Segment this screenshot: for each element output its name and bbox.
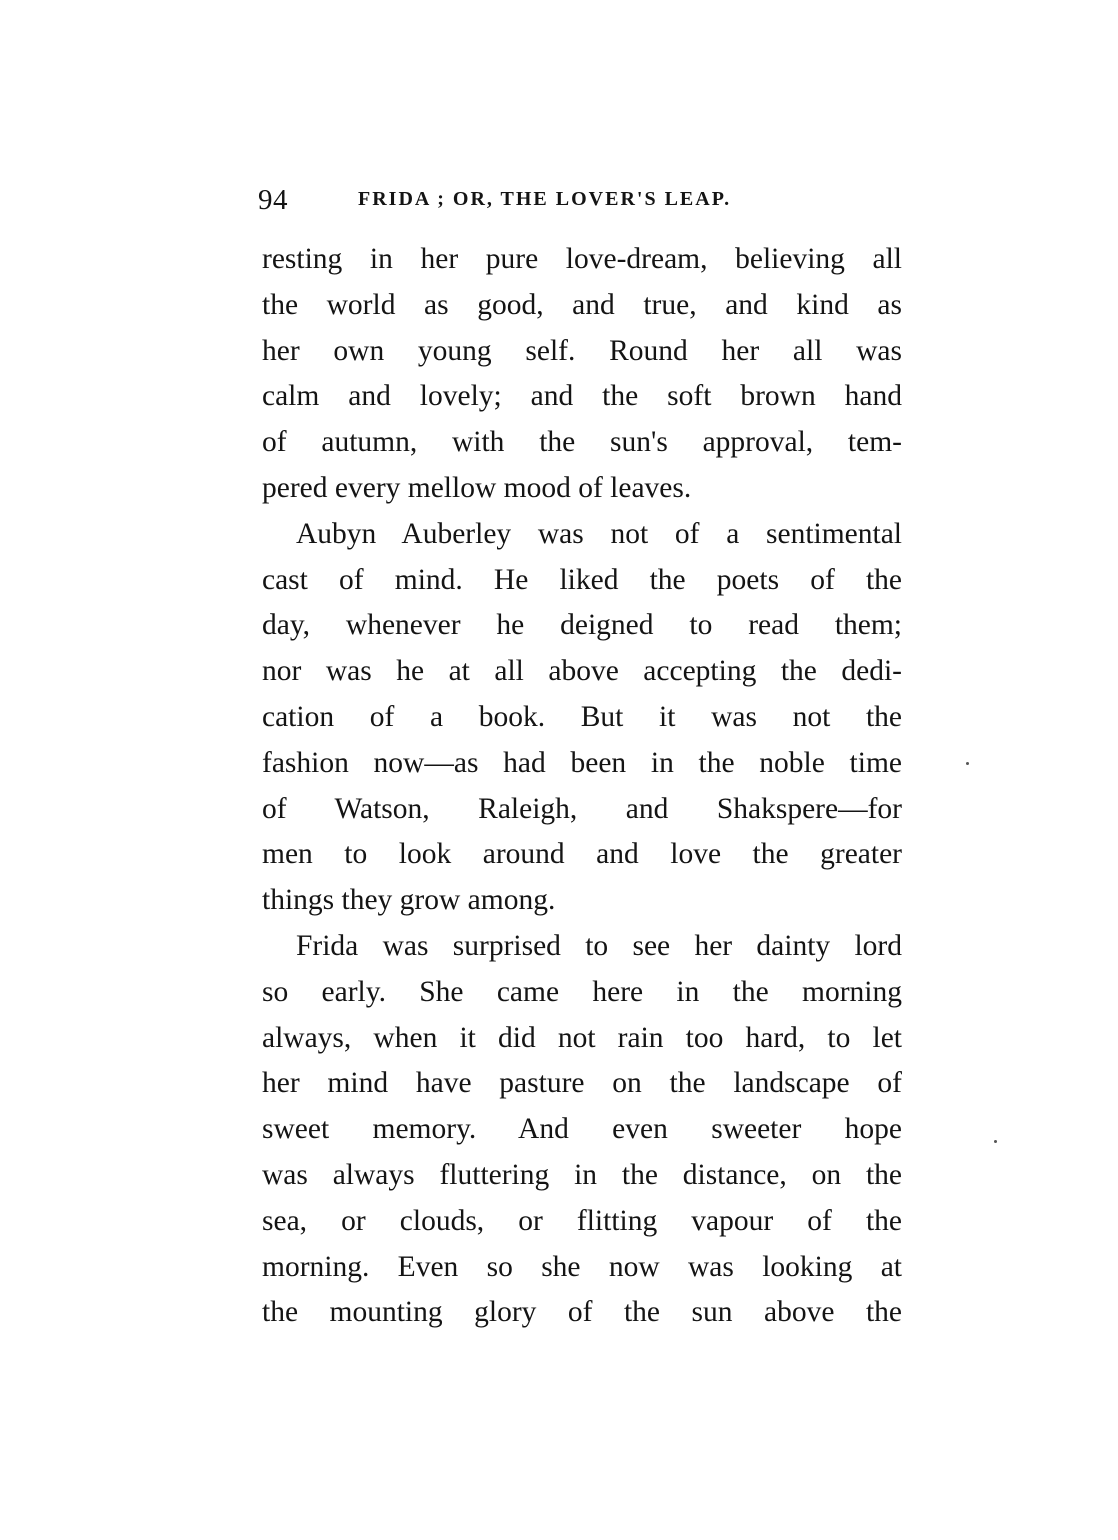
text-line: calm and lovely; and the soft brown hand [262,380,902,413]
text-line: pered every mellow mood of leaves. [262,471,692,504]
paragraph-2 [262,512,902,924]
text-line: things they grow among. [262,884,556,917]
text-line: cation of a book. But it was not the [262,700,902,733]
text-line: was always fluttering in the distance, on the [262,1158,902,1191]
text-line: sweet memory. And even sweeter hope [262,1113,902,1146]
text-line: morning. Even so she now was looking at [262,1250,902,1283]
text-line: the world as good, and true, and kind as [262,288,902,321]
text-line: so early. She came here in the morning [262,975,902,1008]
running-title: FRIDA ; OR, THE LOVER'S LEAP. [358,188,732,210]
text-line: Aubyn Auberley was not of a sentimental [296,517,902,550]
text-line: resting in her pure love-dream, believing all [262,243,902,275]
page-header [258,182,908,222]
text-line: always, when it did not rain too hard, to let [262,1021,902,1054]
text-line: the mounting glory of the sun above the [262,1296,902,1329]
scan-speck [994,1140,997,1143]
text-line: of Watson, Raleigh, and Shakspere—for [262,792,902,825]
text-line: fashion now—as had been in the noble time [262,746,902,779]
body-text [262,237,902,1336]
text-line: cast of mind. He liked the poets of the [262,563,902,596]
text-line: sea, or clouds, or flitting vapour of the [262,1204,902,1237]
text-line: nor was he at all above accepting the dedi- [262,655,902,688]
paragraph-1 [262,237,902,512]
text-line: day, whenever he deigned to read them; [262,609,902,642]
text-line: Frida was surprised to see her dainty lord [296,929,902,962]
text-line: her own young self. Round her all was [262,334,902,367]
text-line: her mind have pasture on the landscape of [262,1067,902,1100]
text-line: men to look around and love the greater [262,838,902,871]
text-line: of autumn, with the sun's approval, tem- [262,426,902,459]
scan-speck [966,762,969,765]
paragraph-3 [262,924,902,1336]
page-number: 94 [258,184,288,216]
